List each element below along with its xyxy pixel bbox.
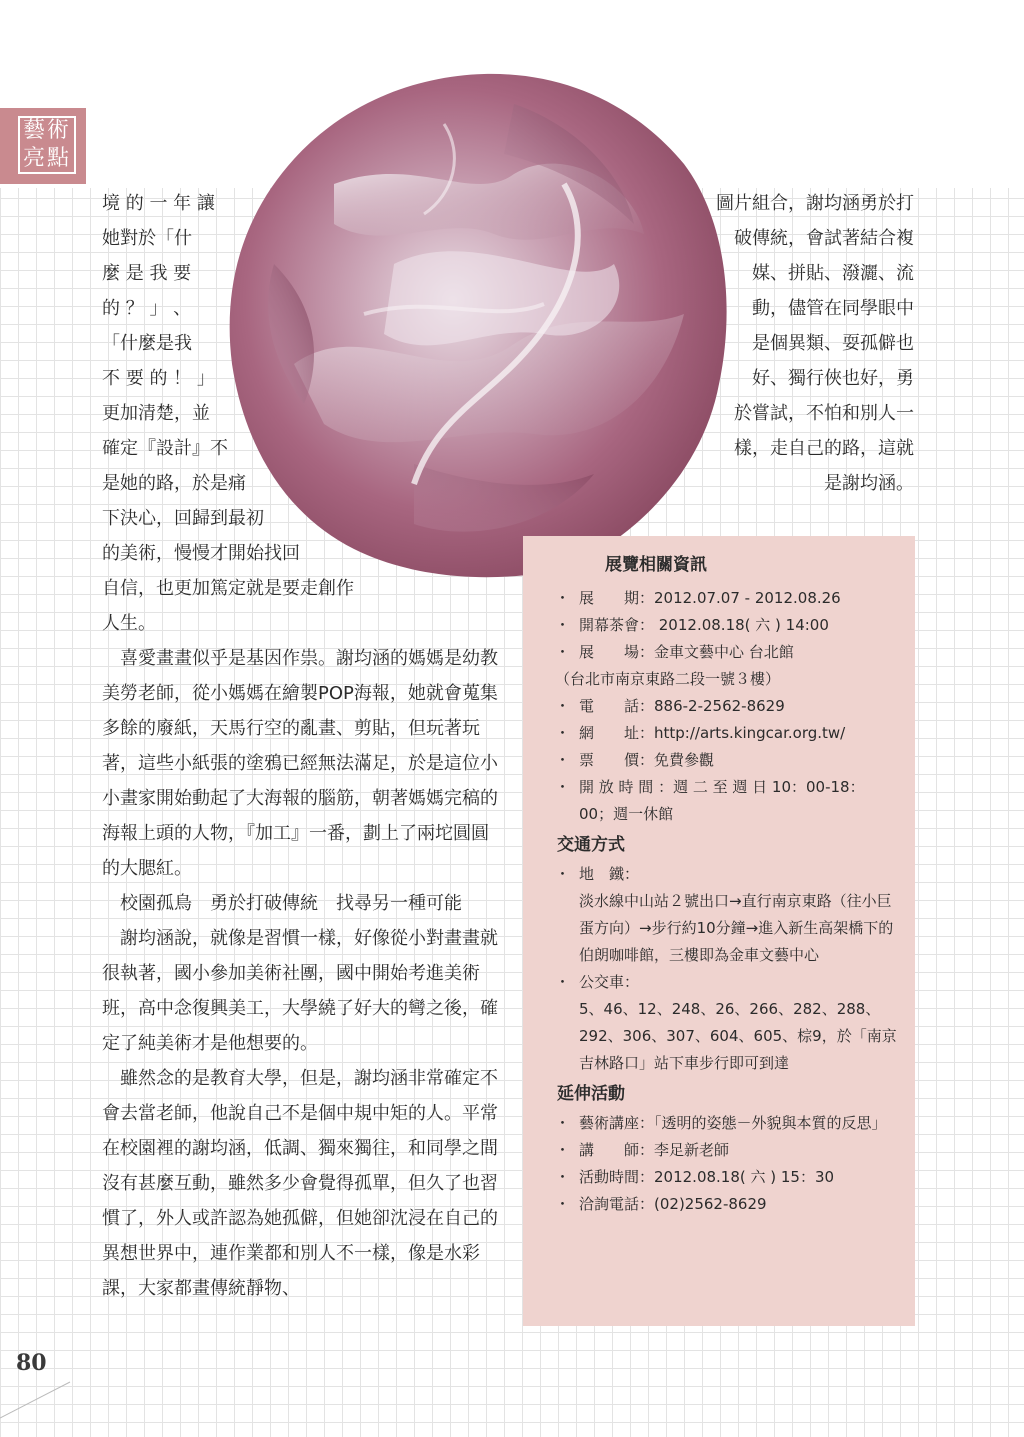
left-column — [102, 186, 500, 1306]
section-tab-frame — [18, 116, 76, 174]
info-item: ・ 網 址：http://arts.kingcar.org.tw/ — [559, 720, 897, 747]
left-line: 人生。 — [102, 613, 156, 634]
left-line: 更加清楚，並 — [102, 403, 210, 424]
right-line: 好、獨行俠也好，勇 — [752, 368, 914, 389]
right-line: 是謝均涵。 — [824, 473, 914, 494]
info-box-title: 展覽相關資訊 — [605, 555, 707, 575]
left-line: 境 的 一 年 讓 — [102, 193, 215, 214]
right-line: 於嘗試，不怕和別人一 — [734, 403, 914, 424]
right-line: 破傳統，會試著結合複 — [734, 228, 914, 249]
venue-address: （台北市南京東路二段一號３樓） — [555, 670, 781, 688]
left-line: 「什麼是我 — [102, 333, 192, 354]
left-line: 的美術，慢慢才開始找回 — [102, 543, 300, 564]
event-item: ・ 活動時間：2012.08.18( 六 ) 15：30 — [559, 1164, 897, 1191]
info-item: ・ 開 放 時 間 ：週 二 至 週 日 10：00-18：00；週一休館 — [559, 774, 897, 828]
section-tab-label: 藝術亮點 — [22, 118, 71, 171]
event-item: ・ 藝術講座：「透明的姿態－外貌與本質的反思」 — [559, 1110, 897, 1137]
left-line: 她對於「什 — [102, 228, 192, 249]
exhibition-info-box — [523, 536, 915, 1326]
body-paragraph: 謝均涵說，就像是習慣一樣，好像從小對畫畫就很執著，國小參加美術社團，國中開始考進美術班，高中念復興美工，大學繞了好大的彎之後，確定了純美術才是他想要的。 — [102, 928, 498, 1054]
left-line: 麼 是 我 要 — [102, 263, 192, 284]
left-line: 不 要 的 ！ 」 — [102, 368, 215, 389]
left-line: 確定『設計』不 — [102, 438, 228, 459]
right-line: 媒、拼貼、潑灑、流 — [752, 263, 914, 284]
transport-heading: 交通方式 — [557, 835, 625, 855]
left-line: 自信，也更加篤定就是要走創作 — [102, 578, 354, 599]
info-item: ・ 開幕茶會： 2012.08.18( 六 ) 14:00 — [559, 612, 897, 639]
event-item: ・ 講 師：李足新老師 — [559, 1137, 897, 1164]
section-tab — [0, 108, 86, 184]
event-item: ・ 洽詢電話：(02)2562-8629 — [559, 1191, 897, 1218]
events-heading: 延伸活動 — [557, 1084, 625, 1104]
right-line: 圖片組合，謝均涵勇於打 — [716, 193, 914, 214]
left-line: 的 ？ 」 、 — [102, 298, 192, 319]
bus-text: 5、46、12、248、26、266、282、288、292、306、307、604、605、棕9，於「南京吉林路口」站下車步行即可到達 — [579, 1000, 897, 1072]
subheading: 校園孤鳥 勇於打破傳統 找尋另一種可能 — [120, 893, 462, 914]
info-item: ・ 票 價：免費參觀 — [559, 747, 897, 774]
corner-decoration — [0, 1380, 80, 1420]
info-item: ・ 展 場：金車文藝中心 台北館 — [559, 639, 897, 666]
body-paragraph: 喜愛畫畫似乎是基因作祟。謝均涵的媽媽是幼教美勞老師，從小媽媽在繪製POP海報，她就會蒐集多餘的廢紙，天馬行空的亂畫、剪貼，但玩著玩著，這些小紙張的塗鴉已經無法滿足，於是這位小小畫家開始動起了大海報的腦筋，朝著媽媽完稿的海報上頭的人物，『加工』一番，劃上了兩坨圓圓的大腮紅。 — [102, 648, 498, 879]
info-item: ・ 展 期：2012.07.07 - 2012.08.26 — [559, 585, 897, 612]
bus-label: ・ 公交車： — [559, 969, 897, 996]
page-number: 80 — [16, 1350, 47, 1376]
left-line: 是她的路，於是痛 — [102, 473, 246, 494]
right-line: 樣，走自己的路，這就 — [734, 438, 914, 459]
right-column — [600, 186, 914, 501]
right-line: 動，儘管在同學眼中 — [752, 298, 914, 319]
info-item: ・ 電 話：886-2-2562-8629 — [559, 693, 897, 720]
metro-label: ・ 地 鐵： — [559, 861, 897, 888]
body-paragraph: 雖然念的是教育大學，但是，謝均涵非常確定不會去當老師，他說自己不是個中規中矩的人。平常在校園裡的謝均涵，低調、獨來獨往，和同學之間沒有甚麼互動，雖然多少會覺得孤單，但久了也習慣了，外人或許認為她孤僻，但她卻沈浸在自己的異想世界中，連作業都和別人不一樣，像是水彩課，大家都畫傳統靜物、 — [102, 1068, 498, 1299]
metro-text: 淡水線中山站２號出口→直行南京東路（往小巨蛋方向）→步行約10分鐘→進入新生高架橋下的伯朗咖啡館，三樓即為金車文藝中心 — [579, 892, 894, 964]
right-line: 是個異類、耍孤僻也 — [752, 333, 914, 354]
left-line: 下決心，回歸到最初 — [102, 508, 264, 529]
